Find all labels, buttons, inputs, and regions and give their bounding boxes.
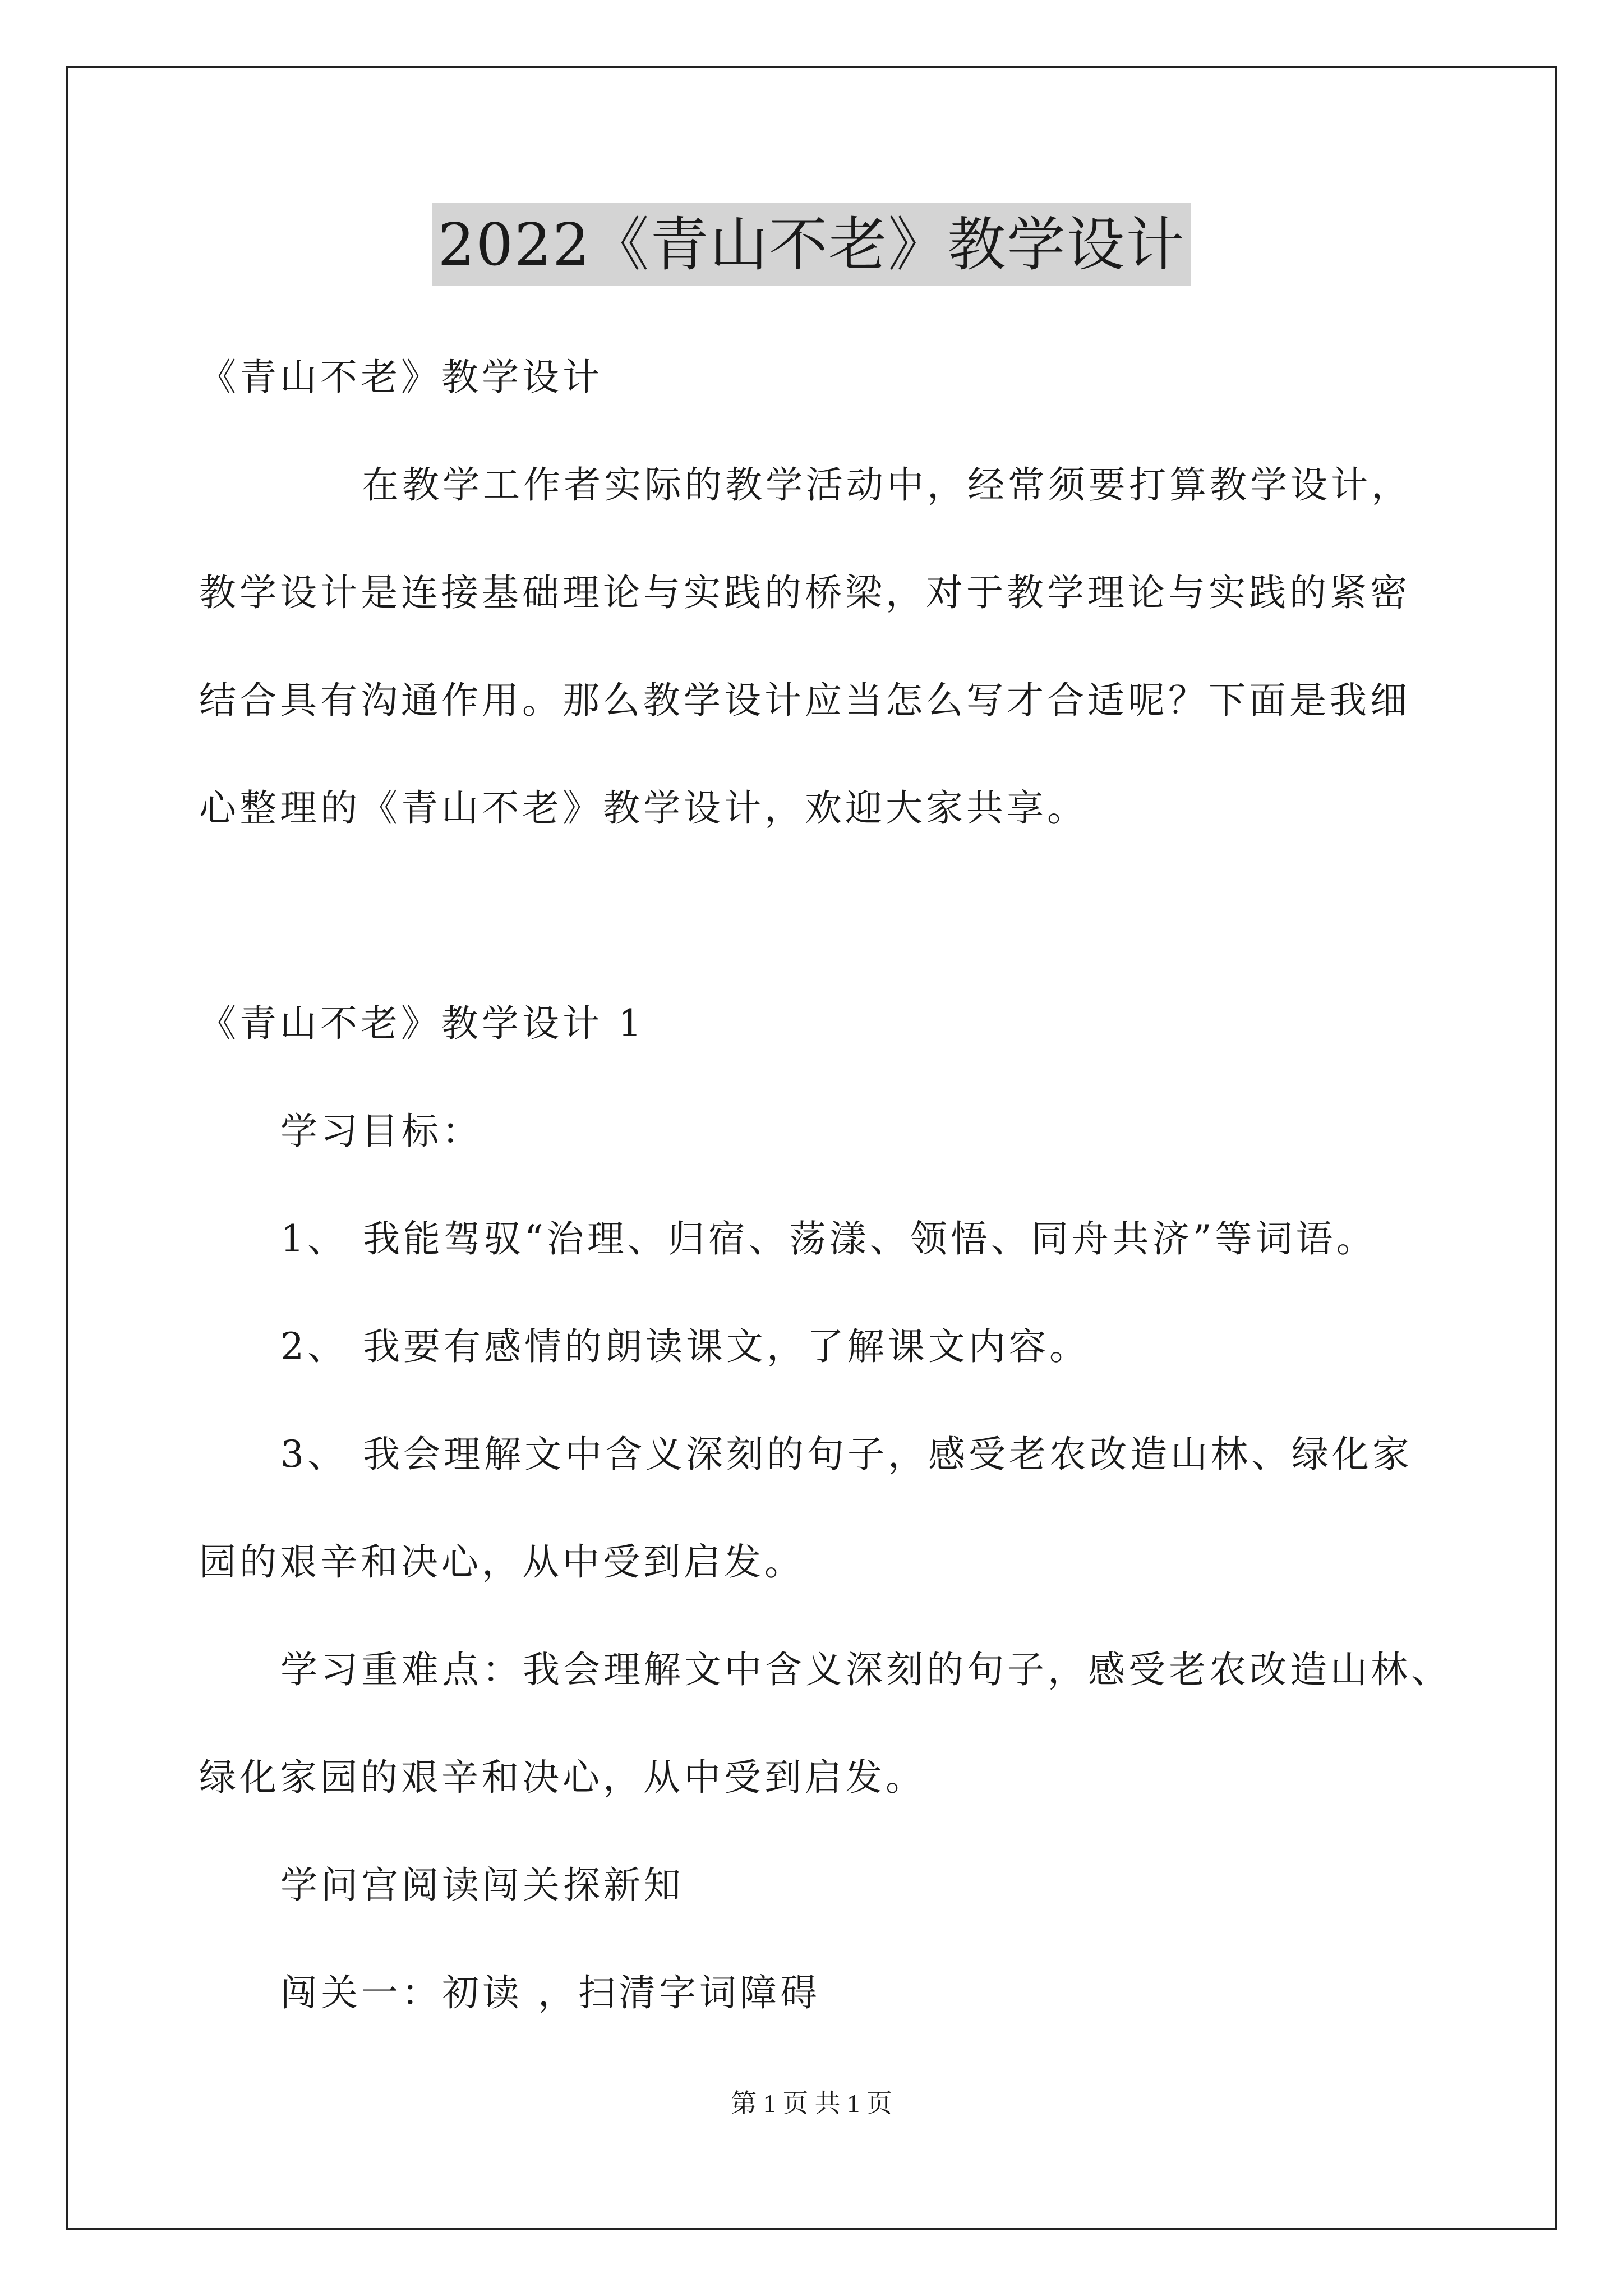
- paragraph-line: 闯关一：初读 ，扫清字词障碍: [280, 1971, 820, 2014]
- document-title: 2022《青山不老》教学设计: [432, 203, 1191, 286]
- list-item: 2、 我要有感情的朗读课文，了解课文内容。: [280, 1325, 1090, 1368]
- paragraph-line: 结合具有沟通作用。那么教学设计应当怎么写才合适呢？下面是我细: [199, 679, 1410, 722]
- section-heading: 《青山不老》教学设计 1: [199, 1002, 645, 1045]
- paragraph-line: 学问宫阅读闯关探新知: [280, 1864, 684, 1907]
- paragraph-line: 教学设计是连接基础理论与实践的桥梁，对于教学理论与实践的紧密: [199, 571, 1410, 614]
- page-footer: 第 1 页 共 1 页: [731, 2089, 892, 2118]
- paragraph-line: 园的艰辛和决心，从中受到启发。: [199, 1540, 805, 1584]
- paragraph-line: 学习目标：: [280, 1110, 482, 1153]
- title-container: [0, 203, 1623, 286]
- paragraph-line: 绿化家园的艰辛和决心，从中受到启发。: [199, 1756, 926, 1799]
- list-item: 3、 我会理解文中含义深刻的句子，感受老农改造山林、绿化家: [280, 1433, 1413, 1476]
- paragraph-line: 在教学工作者实际的教学活动中，经常须要打算教学设计，: [362, 463, 1412, 507]
- paragraph-line: 学习重难点：我会理解文中含义深刻的句子，感受老农改造山林、: [280, 1648, 1451, 1691]
- paragraph-line: 心整理的《青山不老》教学设计，欢迎大家共享。: [199, 786, 1087, 830]
- subtitle-line: 《青山不老》教学设计: [199, 356, 603, 399]
- list-item: 1、 我能驾驭“治理、归宿、荡漾、领悟、同舟共济”等词语。: [280, 1217, 1377, 1260]
